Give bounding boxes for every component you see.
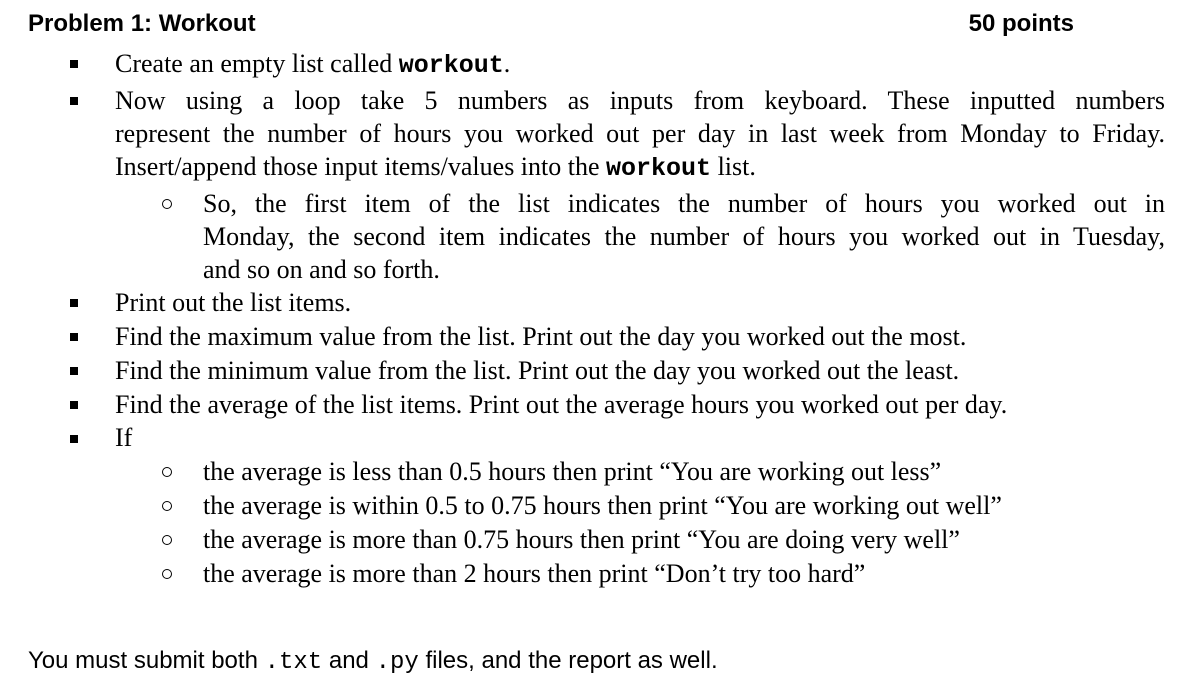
ext-py: .py (375, 649, 419, 676)
bullet-create-list (115, 47, 510, 82)
bullet-marker (70, 435, 78, 443)
sub-bullet-marker (162, 501, 172, 511)
sub-bullet-line-3: and so on and so forth. (203, 255, 440, 284)
problem-points: 50 points (968, 10, 1074, 37)
bullet-marker (70, 333, 78, 341)
condition-more-075: the average is more than 0.75 hours then print “You are doing very well” (203, 525, 960, 554)
sub-bullet-line-1: So, the first item of the list indicates the number of hours you worked out in (203, 189, 1165, 218)
bullet-marker (70, 367, 78, 375)
bullet-marker (70, 60, 78, 68)
problem-header (28, 10, 1078, 46)
bullet-loop-line-3 (115, 150, 756, 185)
bullet-text: Insert/append those input items/values into the (115, 152, 607, 181)
ext-txt: .txt (264, 649, 323, 676)
code-workout: workout (606, 154, 712, 183)
footer-text: and (322, 647, 376, 674)
sub-bullet-marker (162, 535, 172, 545)
footer-text: You must submit both (28, 647, 265, 674)
bullet-loop-line-2: represent the number of hours you worked out per day in last week from Monday to Friday. (115, 119, 1165, 148)
sub-bullet-line-2: Monday, the second item indicates the number of hours you worked out in Tuesday, (203, 222, 1165, 251)
condition-less: the average is less than 0.5 hours then print “You are working out less” (203, 457, 942, 486)
bullet-average: Find the average of the list items. Print out the average hours you worked out per day. (115, 390, 1008, 419)
bullet-text: . (503, 49, 511, 78)
bullet-max: Find the maximum value from the list. Print out the day you worked out the most. (115, 322, 967, 351)
submission-note (28, 647, 718, 676)
bullet-print-list: Print out the list items. (115, 288, 352, 317)
condition-more-2: the average is more than 2 hours then print “Don’t try too hard” (203, 559, 866, 588)
bullet-text: list. (711, 152, 756, 181)
bullet-marker (70, 401, 78, 409)
bullet-if: If (115, 423, 133, 452)
bullet-min: Find the minimum value from the list. Print out the day you worked out the least. (115, 356, 960, 385)
problem-title: Problem 1: Workout (28, 10, 256, 37)
bullet-marker (70, 97, 78, 105)
footer-text: files, and the report as well. (418, 647, 718, 674)
sub-bullet-marker (162, 467, 172, 477)
condition-within: the average is within 0.5 to 0.75 hours then print “You are working out well” (203, 491, 1002, 520)
code-workout: workout (398, 51, 504, 80)
sub-bullet-marker (162, 199, 172, 209)
bullet-text: Create an empty list called (115, 49, 399, 78)
bullet-marker (70, 299, 78, 307)
sub-bullet-marker (162, 569, 172, 579)
bullet-loop-line-1: Now using a loop take 5 numbers as inputs from keyboard. These inputted numbers (115, 86, 1165, 115)
